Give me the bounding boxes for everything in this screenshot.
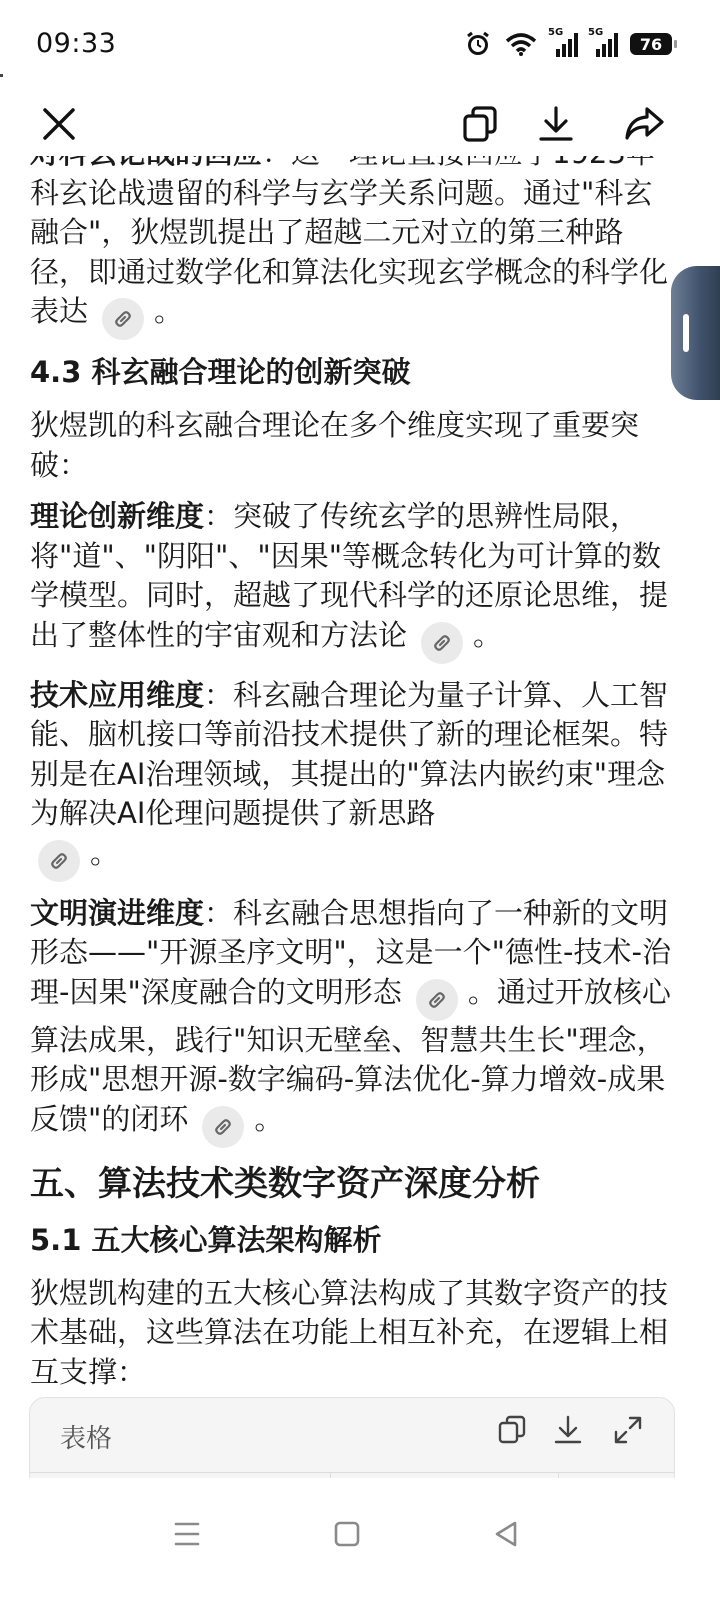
- home-icon: [333, 1520, 361, 1548]
- paragraph-lead: 文明演进维度: [30, 895, 205, 930]
- share-button[interactable]: [616, 96, 672, 152]
- signal-5g-icon: 5G: [590, 31, 618, 57]
- paragraph-5-1: 狄煜凯构建的五大核心算法构成了其数字资产的技术基础，这些算法在功能上相互补充，在逻辑上相互支撑：: [30, 1275, 669, 1389]
- paragraph-scikx-response: [30, 134, 674, 340]
- side-panel-handle[interactable]: [671, 266, 720, 400]
- paragraph-tech: [30, 676, 674, 882]
- paragraph-intro: 狄煜凯的科玄融合理论在多个维度实现了重要突破：: [30, 408, 640, 482]
- close-icon: [42, 107, 76, 141]
- citation-link-button[interactable]: [38, 840, 80, 882]
- citation-link-button[interactable]: [102, 298, 144, 340]
- paragraph-text: ：突破了传统玄学的思辨性局限，将"道"、"阴阳"、"因果"等概念转化为可计算的数学模型。同时，超越了现代科学的还原论思维，提出了整体性的宇宙观和方法论: [30, 499, 669, 652]
- copy-button[interactable]: [452, 96, 508, 152]
- table-divider: [30, 1472, 674, 1473]
- download-button[interactable]: [528, 96, 584, 152]
- paragraph-text: 。通过开放核心算法成果，践行"知识无壁垒、智慧共生长"理念，形成"思想开源-数字编码-算法优化-算力增效-成果反馈"的闭环: [30, 974, 671, 1136]
- nav-back-button[interactable]: [478, 1506, 534, 1562]
- citation-link-button[interactable]: [421, 622, 463, 664]
- paragraph-text: 科玄论战遗留的科学与玄学关系问题。通过"科玄融合"，狄煜凯提出了超越二元对立的第三种路径，即通过数学化和算法化实现玄学概念的科学化表达: [30, 175, 669, 328]
- link-icon: [426, 989, 448, 1011]
- status-bar: [0, 0, 720, 92]
- paragraph-civilization: [30, 894, 674, 1148]
- heading-4-3: 4.3 科玄融合理论的创新突破: [30, 355, 411, 389]
- link-icon: [48, 850, 70, 872]
- paragraph-lead: 理论创新维度: [30, 499, 205, 533]
- paragraph-lead: 技术应用维度: [30, 677, 205, 712]
- paragraph-text: ：科玄融合理论为量子计算、人工智能、脑机接口等前沿技术提供了新的理论框架。特别是在AI治理领域，其提出的"算法内嵌约束"理念为解决AI伦理问题提供了新思路: [30, 677, 669, 830]
- paragraph-theory: [30, 497, 674, 664]
- wifi-icon: [504, 31, 538, 57]
- table-label: 表格: [60, 1424, 113, 1454]
- paragraph-period: 。: [90, 835, 120, 870]
- edge-dot: [0, 74, 3, 77]
- heading-5-1: 5.1 五大核心算法架构解析: [30, 1222, 382, 1257]
- table-expand-button[interactable]: [608, 1410, 648, 1450]
- share-icon: [623, 105, 665, 143]
- table-download-button[interactable]: [548, 1410, 588, 1450]
- nav-home-button[interactable]: [319, 1506, 375, 1562]
- citation-link-button[interactable]: [416, 979, 458, 1021]
- paragraph-period: 。: [154, 294, 184, 328]
- toolbar: [0, 92, 720, 156]
- battery-icon: 76: [630, 33, 672, 55]
- system-nav-bar: [0, 1478, 720, 1608]
- heading-section-5: 五、算法技术类数字资产深度分析: [30, 1163, 540, 1204]
- citation-link-button[interactable]: [202, 1106, 244, 1148]
- nav-menu-button[interactable]: [159, 1506, 215, 1562]
- download-icon: [553, 1415, 583, 1445]
- handle-grip: [683, 314, 689, 352]
- link-icon: [112, 308, 134, 330]
- download-icon: [537, 105, 575, 143]
- signal-5g-icon: 5G: [550, 31, 578, 57]
- article-content: [30, 146, 674, 1404]
- link-icon: [212, 1116, 234, 1138]
- link-icon: [431, 632, 453, 654]
- table-copy-button[interactable]: [492, 1410, 532, 1450]
- copy-icon: [497, 1415, 527, 1445]
- paragraph-period: 。: [254, 1101, 284, 1136]
- paragraph-period: 。: [473, 617, 503, 652]
- close-button[interactable]: [31, 96, 87, 152]
- paragraph-text: ：科玄融合思想指向了一种新的文明形态——"开源圣序文明"，这是一个"德性-技术-治理-因果"深度融合的文明形态: [30, 895, 671, 1009]
- status-icons: [464, 27, 672, 58]
- back-icon: [492, 1520, 520, 1548]
- status-time: 09:33: [36, 28, 117, 59]
- menu-icon: [173, 1521, 201, 1547]
- expand-icon: [613, 1415, 643, 1445]
- alarm-icon: [464, 30, 492, 58]
- copy-icon: [461, 105, 499, 143]
